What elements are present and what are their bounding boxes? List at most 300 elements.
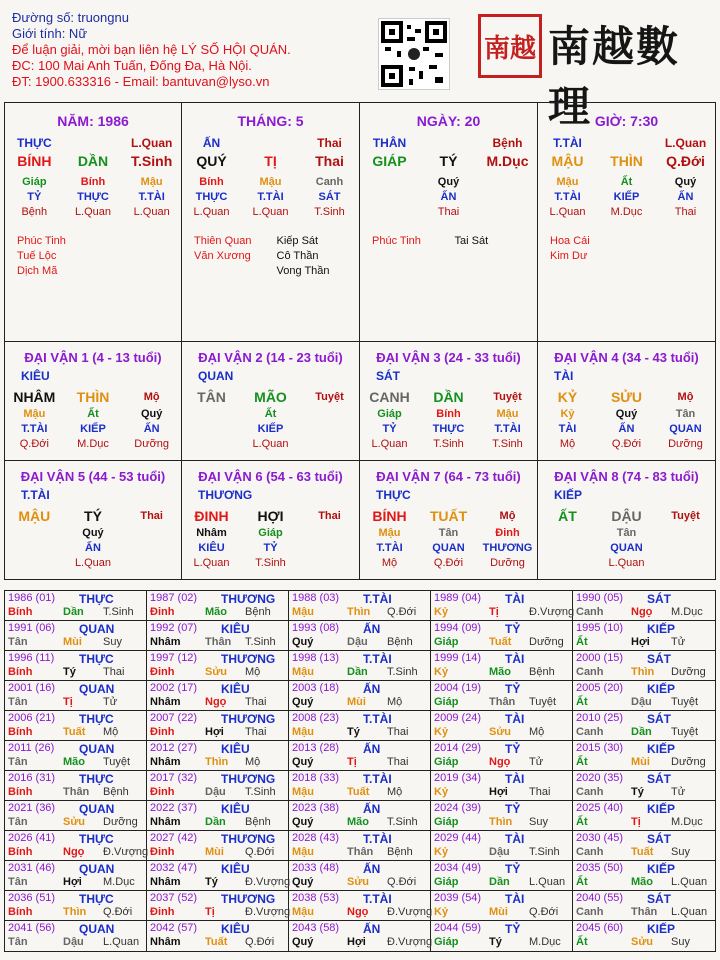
year-god: THỰC: [79, 772, 114, 786]
year-cell[interactable]: [5, 651, 147, 681]
dai-van-hgod-1: TỶ: [263, 542, 278, 554]
year-branch: Mùi: [205, 846, 224, 858]
dai-van-phase-0: L.Quan: [371, 438, 408, 450]
year-cell[interactable]: [289, 681, 431, 711]
year-phase: Đ.Vượng: [529, 606, 575, 618]
pillar-hgod-2: [478, 190, 537, 205]
pillar-hidden-0: Mậu: [556, 176, 579, 188]
pillar-hidden-0: Giáp: [22, 176, 47, 188]
year-branch: Hợi: [347, 936, 366, 948]
dai-van-title: ĐẠI VẬN 4 (34 - 43 tuổi): [554, 350, 699, 365]
year-row: [5, 681, 715, 711]
pillar-phase-row: [360, 205, 537, 220]
year-label: 1987 (02): [150, 592, 198, 604]
pillar-hgod-1: ẤN: [440, 191, 457, 203]
seal-stamp: [478, 14, 542, 78]
dai-van-hidden-1: Quý: [615, 408, 638, 420]
year-cell[interactable]: [431, 831, 573, 861]
year-branch: Thân: [205, 636, 232, 648]
year-branch: Tý: [205, 876, 218, 888]
year-branch: Sửu: [205, 666, 228, 678]
year-cell[interactable]: [5, 771, 147, 801]
year-god: QUAN: [79, 622, 115, 636]
year-label: 2020 (35): [576, 772, 624, 784]
year-cell[interactable]: [431, 621, 573, 651]
year-label: 2008 (23): [292, 712, 340, 724]
dai-van-stem-1: MÃO: [254, 389, 287, 405]
year-branch: Dậu: [63, 936, 84, 948]
year-stem: Quý: [292, 756, 314, 768]
year-cell[interactable]: [431, 741, 573, 771]
year-cell[interactable]: [289, 591, 431, 621]
year-cell[interactable]: [289, 621, 431, 651]
dai-van-phase-1: Q.Đới: [611, 438, 642, 450]
year-god: THỰC: [79, 892, 114, 906]
dai-van-hidden-row: [360, 407, 537, 422]
dai-van-row-1: [4, 342, 716, 461]
year-label: 2018 (33): [292, 772, 340, 784]
pillar-hgod-row: [5, 190, 181, 205]
year-cell[interactable]: [5, 801, 147, 831]
year-label: 2027 (42): [150, 832, 198, 844]
dai-van-1[interactable]: [4, 342, 182, 461]
year-cell[interactable]: [573, 681, 715, 711]
year-cell[interactable]: [5, 891, 147, 921]
year-phase: Thai: [245, 696, 267, 708]
year-row: [5, 621, 715, 651]
year-phase: Dưỡng: [103, 816, 138, 828]
pillar-stars: [182, 234, 359, 279]
year-god: ẤN: [363, 622, 381, 636]
dai-van-hidden-2: Tân: [675, 408, 696, 420]
pillar-title: NĂM: 1986: [57, 113, 129, 129]
year-cell[interactable]: [5, 621, 147, 651]
year-label: 2021 (36): [8, 802, 56, 814]
year-branch: Tị: [63, 696, 73, 708]
year-cell[interactable]: [147, 891, 289, 921]
dai-van-title: ĐẠI VẬN 2 (14 - 23 tuổi): [198, 350, 343, 365]
dai-van-god: QUAN: [198, 369, 234, 383]
year-cell[interactable]: [289, 741, 431, 771]
chart-grid: [4, 102, 716, 580]
year-branch: Ngọ: [63, 846, 85, 858]
dai-van-phase-2: T.Sinh: [492, 438, 523, 450]
pillar-god-0: ẤN: [202, 136, 221, 150]
year-stem: Quý: [292, 696, 314, 708]
pillar-god-0: T.TÀI: [553, 136, 582, 150]
year-cell[interactable]: [573, 891, 715, 921]
year-label: 1991 (06): [8, 622, 56, 634]
year-cell[interactable]: [431, 591, 573, 621]
year-phase: Bệnh: [103, 786, 129, 798]
year-god: KIÊU: [221, 742, 250, 756]
year-cell[interactable]: [573, 651, 715, 681]
year-branch: Tý: [489, 936, 502, 948]
year-god: THỰC: [79, 712, 114, 726]
year-god: T.TÀI: [363, 652, 392, 666]
year-god: TÀI: [505, 772, 525, 786]
pillar-god-row: [5, 135, 181, 151]
pillar-hgod-1: KIẾP: [613, 191, 640, 203]
year-cell[interactable]: [147, 921, 289, 951]
year-stem: Kỷ: [434, 666, 449, 678]
header-gender: Giới tính: Nữ: [12, 26, 88, 41]
year-cell[interactable]: [147, 741, 289, 771]
dai-van-stem-0: MẬU: [18, 508, 51, 524]
dai-van-stem-row: [360, 506, 537, 526]
year-phase: Bệnh: [387, 846, 413, 858]
dai-van-8[interactable]: [538, 461, 716, 580]
year-cell[interactable]: [289, 651, 431, 681]
pillar-stars: [5, 234, 181, 279]
dai-van-hgod-1: KIẾP: [80, 423, 106, 435]
pillar-0[interactable]: [4, 102, 182, 342]
pillar-hidden-row: [360, 175, 537, 190]
pillar-2[interactable]: [360, 102, 538, 342]
year-cell[interactable]: [573, 921, 715, 951]
year-phase: Dưỡng: [529, 636, 564, 648]
year-cell[interactable]: [431, 651, 573, 681]
year-cell[interactable]: [289, 801, 431, 831]
year-label: 1986 (01): [8, 592, 56, 604]
year-cell[interactable]: [147, 861, 289, 891]
dai-van-god: KIẾP: [554, 488, 583, 502]
year-god: TỶ: [505, 862, 521, 876]
dai-van-stem-0: TÂN: [197, 389, 226, 405]
year-stem: Nhâm: [150, 936, 181, 948]
year-phase: Suy: [103, 636, 122, 648]
year-god: KIẾP: [647, 862, 676, 876]
pillar-stem-1: TỊ: [264, 153, 277, 169]
year-branch: Mão: [205, 606, 227, 618]
year-branch: Thìn: [631, 666, 655, 678]
pillar-hgod-0: THỰC: [195, 191, 228, 203]
year-cell[interactable]: [573, 831, 715, 861]
year-label: 2035 (50): [576, 862, 624, 874]
year-god: THƯƠNG: [221, 832, 276, 846]
pillar-stars: [360, 234, 537, 249]
dai-van-phase-row: [538, 437, 715, 452]
year-label: 2037 (52): [150, 892, 198, 904]
year-cell[interactable]: [147, 711, 289, 741]
dai-van-stem-0: ẤT: [558, 508, 577, 524]
pillar-hidden-row: [182, 175, 359, 190]
year-cell[interactable]: [147, 801, 289, 831]
year-label: 1994 (09): [434, 622, 482, 634]
dai-van-hgod-row: [360, 422, 537, 437]
year-label: 2036 (51): [8, 892, 56, 904]
year-god: THƯƠNG: [221, 592, 276, 606]
year-cell[interactable]: [5, 861, 147, 891]
year-stem: Mậu: [292, 846, 314, 858]
year-god: KIẾP: [647, 802, 676, 816]
year-cell[interactable]: [289, 921, 431, 951]
dai-van-hgod-row: [182, 541, 359, 556]
dai-van-6[interactable]: [182, 461, 360, 580]
year-phase: Thai: [103, 666, 125, 678]
pillar-hidden-1: Ất: [620, 176, 633, 188]
dai-van-hidden-row: [360, 526, 537, 541]
dai-van-phase-1: L.Quan: [252, 438, 289, 450]
year-cell[interactable]: [5, 741, 147, 771]
dai-van-god: T.TÀI: [21, 488, 50, 502]
year-branch: Tuất: [347, 786, 370, 798]
pillar-stem-2: T.Sinh: [131, 153, 173, 169]
dai-van-stem-row: [5, 387, 181, 407]
year-branch: Sửu: [63, 816, 86, 828]
year-row: [5, 651, 715, 681]
year-branch: Mùi: [347, 696, 366, 708]
year-god: TÀI: [505, 712, 525, 726]
pillar-phase-2: [478, 205, 537, 220]
year-cell[interactable]: [289, 861, 431, 891]
dai-van-hidden-1: Ất: [264, 408, 277, 420]
year-phase: L.Quan: [671, 906, 708, 918]
header-contact: Để luận giải, mời bạn liên hệ LÝ SỐ HỘI QUÁN.: [12, 42, 291, 57]
year-cell[interactable]: [431, 681, 573, 711]
year-god: T.TÀI: [363, 892, 392, 906]
dai-van-hgod-2: THƯƠNG: [482, 542, 533, 554]
dai-van-hidden-row: [5, 407, 181, 422]
dai-van-phase-0: Q.Đới: [19, 438, 49, 450]
year-phase: Mộ: [245, 756, 261, 768]
dai-van-phase-1: T.Sinh: [255, 557, 286, 569]
dai-van-stem-row: [182, 387, 359, 407]
year-stem: Tân: [8, 636, 28, 648]
year-label: 1990 (05): [576, 592, 624, 604]
dai-van-5[interactable]: [4, 461, 182, 580]
pillar-hidden-2: Canh: [315, 176, 344, 188]
year-phase: Q.Đới: [103, 906, 133, 918]
year-cell[interactable]: [431, 711, 573, 741]
year-cell[interactable]: [431, 801, 573, 831]
year-phase: Thai: [387, 756, 409, 768]
year-cell[interactable]: [147, 621, 289, 651]
dai-van-stem-2: Tuyệt: [671, 510, 700, 522]
dai-van-hidden-2: Đinh: [495, 527, 520, 539]
year-cell[interactable]: [289, 771, 431, 801]
year-label: 1999 (14): [434, 652, 482, 664]
year-cell[interactable]: [573, 711, 715, 741]
year-god: TỶ: [505, 922, 521, 936]
dai-van-3[interactable]: [360, 342, 538, 461]
dai-van-hgod-0: TỶ: [382, 423, 397, 435]
qr-code-icon[interactable]: [378, 18, 450, 90]
dai-van-hidden-1: Tân: [616, 527, 637, 539]
year-label: 1998 (13): [292, 652, 340, 664]
header-name: Đường số: truongnu: [12, 10, 129, 25]
dai-van-7[interactable]: [360, 461, 538, 580]
year-stem: Nhâm: [150, 636, 181, 648]
pillar-god-0: THÂN: [372, 136, 407, 150]
year-cell[interactable]: [431, 771, 573, 801]
dai-van-stem-2: Mộ: [143, 391, 160, 403]
year-cell[interactable]: [573, 801, 715, 831]
year-phase: Đ.Vượng: [387, 906, 433, 918]
brand-logo: 南越數理: [548, 22, 681, 131]
dai-van-stem-1: DẬU: [611, 508, 642, 524]
year-stem: Canh: [576, 606, 604, 618]
year-god: KIÊU: [221, 922, 250, 936]
pillar-hidden-1: Bính: [80, 176, 106, 188]
year-phase: T.Sinh: [103, 606, 134, 618]
year-cell[interactable]: [5, 681, 147, 711]
year-branch: Thân: [631, 906, 658, 918]
pillar-3[interactable]: [538, 102, 716, 342]
year-cell[interactable]: [147, 591, 289, 621]
dai-van-hgod-0: [5, 541, 64, 556]
year-phase: T.Sinh: [245, 636, 276, 648]
year-god: KIẾP: [647, 742, 676, 756]
year-cell[interactable]: [573, 591, 715, 621]
dai-van-phase-0: L.Quan: [193, 557, 230, 569]
year-stem: Kỷ: [434, 606, 449, 618]
dai-van-4[interactable]: [538, 342, 716, 461]
year-phase: Mộ: [387, 786, 403, 798]
dai-van-stem-2: Tuyệt: [315, 391, 344, 403]
pillar-hgod-row: [182, 190, 359, 205]
year-branch: Tị: [489, 606, 499, 618]
dai-van-hgod-row: [538, 541, 715, 556]
year-god: QUAN: [79, 922, 115, 936]
dai-van-phase-0: [5, 556, 64, 571]
year-stem: Mậu: [292, 906, 314, 918]
pillar-stem-2: M.Dục: [486, 153, 529, 169]
year-phase: Mộ: [103, 726, 119, 738]
dai-van-stem-1: TUẤT: [429, 508, 468, 524]
year-stem: Bính: [8, 606, 33, 618]
year-phase: Bệnh: [529, 666, 555, 678]
year-branch: Dần: [205, 816, 226, 828]
dai-van-hidden-0: Giáp: [377, 408, 402, 420]
year-cell[interactable]: [5, 591, 147, 621]
year-cell[interactable]: [573, 741, 715, 771]
year-stem: Bính: [8, 906, 33, 918]
year-phase: Suy: [671, 936, 690, 948]
year-stem: Ất: [576, 636, 588, 648]
year-cell[interactable]: [289, 891, 431, 921]
dai-van-phase-0: [182, 437, 241, 452]
year-cell[interactable]: [147, 771, 289, 801]
dai-van-stem-1: HỢI: [257, 508, 284, 524]
year-god: THƯƠNG: [221, 892, 276, 906]
year-branch: Mão: [347, 816, 369, 828]
dai-van-phase-0: [538, 556, 597, 571]
star-2: Dịch Mã: [17, 265, 58, 277]
year-cell[interactable]: [431, 861, 573, 891]
pillar-1[interactable]: [182, 102, 360, 342]
year-god: T.TÀI: [363, 592, 392, 606]
dai-van-stem-1: DẦN: [433, 389, 464, 405]
year-cell[interactable]: [289, 711, 431, 741]
year-cell[interactable]: [289, 831, 431, 861]
year-cell[interactable]: [5, 921, 147, 951]
dai-van-phase-1: T.Sinh: [433, 438, 464, 450]
year-phase: Suy: [529, 816, 548, 828]
year-god: TỶ: [505, 802, 521, 816]
year-label: 2011 (26): [8, 742, 55, 754]
dai-van-hidden-1: Tân: [438, 527, 459, 539]
star-4: [194, 264, 277, 279]
dai-van-hidden-0: [182, 407, 241, 422]
dai-van-2[interactable]: [182, 342, 360, 461]
year-phase: Đ.Vượng: [387, 936, 433, 948]
year-branch: Tuất: [205, 936, 228, 948]
pillar-stem-2: Thai: [315, 153, 344, 169]
dai-van-stem-0: KỶ: [557, 389, 578, 405]
dai-van-phase-row: [538, 556, 715, 571]
year-branch: Mão: [631, 876, 653, 888]
year-label: 2012 (27): [150, 742, 198, 754]
year-god: THỰC: [79, 652, 114, 666]
year-cell[interactable]: [5, 831, 147, 861]
year-phase: M.Dục: [103, 876, 135, 888]
year-label: 2026 (41): [8, 832, 56, 844]
year-cell[interactable]: [431, 921, 573, 951]
dai-van-hidden-2: Quý: [140, 408, 163, 420]
year-god: TỶ: [505, 682, 521, 696]
year-cell[interactable]: [573, 771, 715, 801]
year-phase: Tử: [103, 696, 118, 708]
dai-van-hgod-0: TÀI: [558, 423, 577, 435]
year-god: SÁT: [647, 652, 671, 666]
year-branch: Dậu: [347, 636, 368, 648]
year-cell[interactable]: [147, 651, 289, 681]
year-god: T.TÀI: [363, 772, 392, 786]
year-god: KIẾP: [647, 682, 676, 696]
pillar-hidden-row: [5, 175, 181, 190]
dai-van-phase-2: [122, 556, 181, 571]
year-phase: Tử: [529, 756, 544, 768]
year-label: 2010 (25): [576, 712, 624, 724]
dai-van-stem-0: BÍNH: [372, 508, 407, 524]
year-branch: Thìn: [63, 906, 87, 918]
year-branch: Tý: [631, 786, 644, 798]
year-cell[interactable]: [573, 621, 715, 651]
year-cell[interactable]: [573, 861, 715, 891]
year-stem: Tân: [8, 936, 28, 948]
year-stem: Đinh: [150, 786, 175, 798]
year-cell[interactable]: [147, 681, 289, 711]
year-label: 2004 (19): [434, 682, 482, 694]
year-row: [5, 921, 715, 951]
year-stem: Giáp: [434, 756, 459, 768]
year-cell[interactable]: [431, 891, 573, 921]
dai-van-title: ĐẠI VẬN 3 (24 - 33 tuổi): [376, 350, 521, 365]
year-stem: Nhâm: [150, 876, 181, 888]
dai-van-god: KIÊU: [21, 369, 50, 383]
dai-van-hidden-1: Giáp: [258, 527, 283, 539]
year-stem: Đinh: [150, 906, 175, 918]
dai-van-hidden-2: [122, 526, 181, 541]
pillar-hidden-2: Mậu: [140, 176, 163, 188]
year-label: 2006 (21): [8, 712, 56, 724]
year-god: TỶ: [505, 742, 521, 756]
year-branch: Mão: [489, 666, 511, 678]
year-stem: Ất: [576, 696, 588, 708]
year-cell[interactable]: [5, 711, 147, 741]
year-cell[interactable]: [147, 831, 289, 861]
dai-van-stem-row: [182, 506, 359, 526]
dai-van-hgod-2: [656, 541, 715, 556]
dai-van-hgod-1: ẤN: [85, 542, 101, 554]
header-info: [12, 10, 291, 90]
header-address: ĐC: 100 Mai Anh Tuấn, Đống Đa, Hà Nội.: [12, 58, 252, 73]
year-branch: Tị: [205, 906, 215, 918]
pillar-hgod-2: ẤN: [677, 191, 694, 203]
year-god: T.TÀI: [363, 712, 392, 726]
year-god: ẤN: [363, 802, 381, 816]
